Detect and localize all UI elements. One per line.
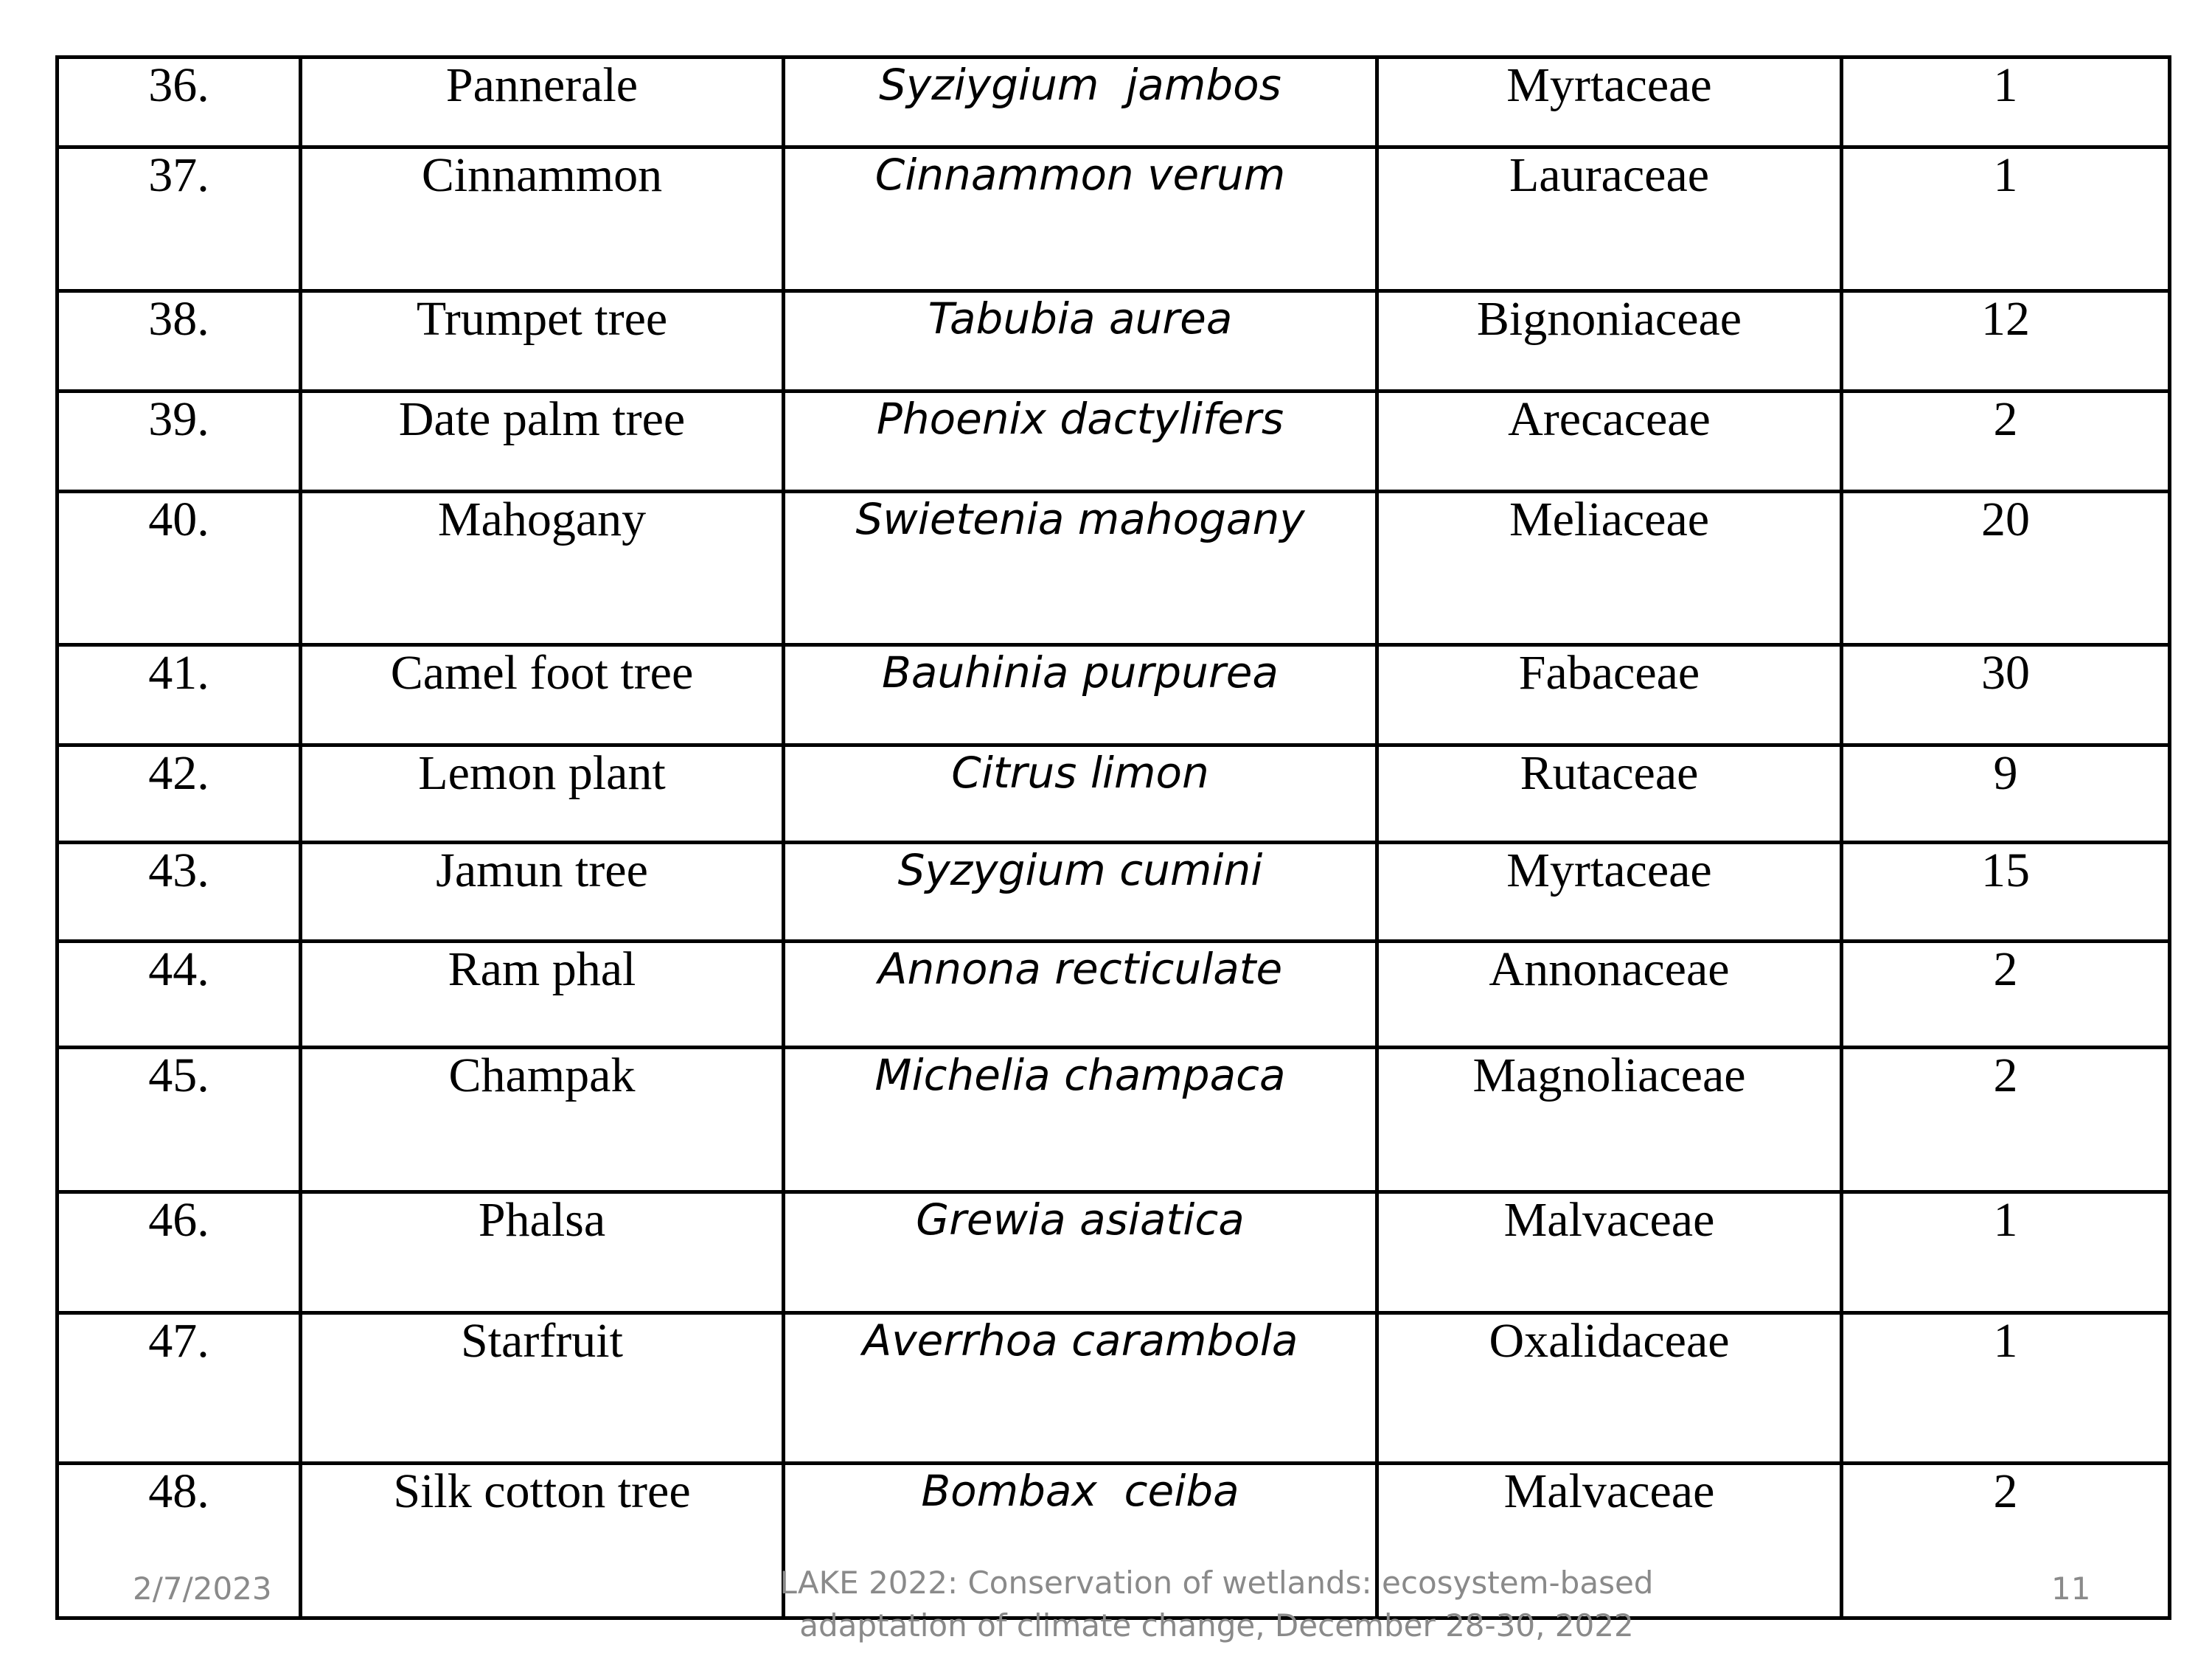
common-name-cell: Phalsa xyxy=(301,1192,784,1313)
common-name-cell: Silk cotton tree xyxy=(301,1464,784,1618)
scientific-name-cell: Syzygium cumini xyxy=(784,843,1377,942)
row-number-cell: 45. xyxy=(58,1048,301,1192)
count-cell: 12 xyxy=(1842,291,2170,392)
scientific-name-cell: Grewia asiatica xyxy=(784,1192,1377,1313)
row-number-cell: 44. xyxy=(58,942,301,1048)
count-cell: 1 xyxy=(1842,1192,2170,1313)
row-number-cell: 46. xyxy=(58,1192,301,1313)
row-number-cell: 47. xyxy=(58,1313,301,1464)
common-name-cell: Ram phal xyxy=(301,942,784,1048)
count-cell: 1 xyxy=(1842,147,2170,291)
common-name-cell: Trumpet tree xyxy=(301,291,784,392)
count-cell: 1 xyxy=(1842,1313,2170,1464)
count-cell: 30 xyxy=(1842,645,2170,745)
family-cell: Malvaceae xyxy=(1377,1464,1842,1618)
count-cell: 20 xyxy=(1842,492,2170,645)
family-cell: Arecaceae xyxy=(1377,392,1842,492)
footer-page-number: 11 xyxy=(2051,1571,2091,1607)
scientific-name-cell: Phoenix dactylifers xyxy=(784,392,1377,492)
row-number-cell: 39. xyxy=(58,392,301,492)
family-cell: Myrtaceae xyxy=(1377,843,1842,942)
footer-date: 2/7/2023 xyxy=(133,1571,272,1607)
scientific-name-cell: Citrus limon xyxy=(784,745,1377,843)
common-name-cell: Starfruit xyxy=(301,1313,784,1464)
scientific-name-cell: Annona recticulate xyxy=(784,942,1377,1048)
row-number-cell: 42. xyxy=(58,745,301,843)
scientific-name-cell: Bauhinia purpurea xyxy=(784,645,1377,745)
row-number-cell: 48. xyxy=(58,1464,301,1618)
table-row xyxy=(58,492,2170,645)
count-cell: 2 xyxy=(1842,1464,2170,1618)
table-row xyxy=(58,58,2170,147)
common-name-cell: Jamun tree xyxy=(301,843,784,942)
species-table xyxy=(55,55,2171,1620)
footer-conference-line2: adaptation of climate change, December 28-30, 2022 xyxy=(799,1607,1634,1644)
family-cell: Oxalidaceae xyxy=(1377,1313,1842,1464)
family-cell: Malvaceae xyxy=(1377,1192,1842,1313)
count-cell: 1 xyxy=(1842,58,2170,147)
table-row xyxy=(58,291,2170,392)
scientific-name-cell: Bombax ceiba xyxy=(784,1464,1377,1618)
table-row xyxy=(58,392,2170,492)
row-number-cell: 40. xyxy=(58,492,301,645)
footer-conference xyxy=(649,1562,1784,1647)
common-name-cell: Camel foot tree xyxy=(301,645,784,745)
footer-conference-line1: LAKE 2022: Conservation of wetlands: ecosystem-based xyxy=(779,1565,1654,1601)
species-table-body xyxy=(58,58,2170,1618)
count-cell: 9 xyxy=(1842,745,2170,843)
family-cell: Rutaceae xyxy=(1377,745,1842,843)
count-cell: 2 xyxy=(1842,942,2170,1048)
scientific-name-cell: Michelia champaca xyxy=(784,1048,1377,1192)
count-cell: 15 xyxy=(1842,843,2170,942)
scientific-name-cell: Cinnammon verum xyxy=(784,147,1377,291)
scientific-name-cell: Swietenia mahogany xyxy=(784,492,1377,645)
family-cell: Meliaceae xyxy=(1377,492,1842,645)
table-row xyxy=(58,745,2170,843)
table-row xyxy=(58,1048,2170,1192)
common-name-cell: Champak xyxy=(301,1048,784,1192)
count-cell: 2 xyxy=(1842,1048,2170,1192)
scientific-name-cell: Tabubia aurea xyxy=(784,291,1377,392)
row-number-cell: 36. xyxy=(58,58,301,147)
row-number-cell: 38. xyxy=(58,291,301,392)
table-row xyxy=(58,147,2170,291)
common-name-cell: Mahogany xyxy=(301,492,784,645)
common-name-cell: Pannerale xyxy=(301,58,784,147)
table-row xyxy=(58,843,2170,942)
table-row xyxy=(58,1313,2170,1464)
table-row xyxy=(58,1192,2170,1313)
common-name-cell: Cinnammon xyxy=(301,147,784,291)
common-name-cell: Date palm tree xyxy=(301,392,784,492)
count-cell: 2 xyxy=(1842,392,2170,492)
table-row xyxy=(58,942,2170,1048)
family-cell: Annonaceae xyxy=(1377,942,1842,1048)
row-number-cell: 37. xyxy=(58,147,301,291)
row-number-cell: 43. xyxy=(58,843,301,942)
common-name-cell: Lemon plant xyxy=(301,745,784,843)
table-row xyxy=(58,645,2170,745)
family-cell: Magnoliaceae xyxy=(1377,1048,1842,1192)
row-number-cell: 41. xyxy=(58,645,301,745)
family-cell: Bignoniaceae xyxy=(1377,291,1842,392)
family-cell: Fabaceae xyxy=(1377,645,1842,745)
scientific-name-cell: Averrhoa carambola xyxy=(784,1313,1377,1464)
family-cell: Myrtaceae xyxy=(1377,58,1842,147)
family-cell: Lauraceae xyxy=(1377,147,1842,291)
scientific-name-cell: Syziygium jambos xyxy=(784,58,1377,147)
